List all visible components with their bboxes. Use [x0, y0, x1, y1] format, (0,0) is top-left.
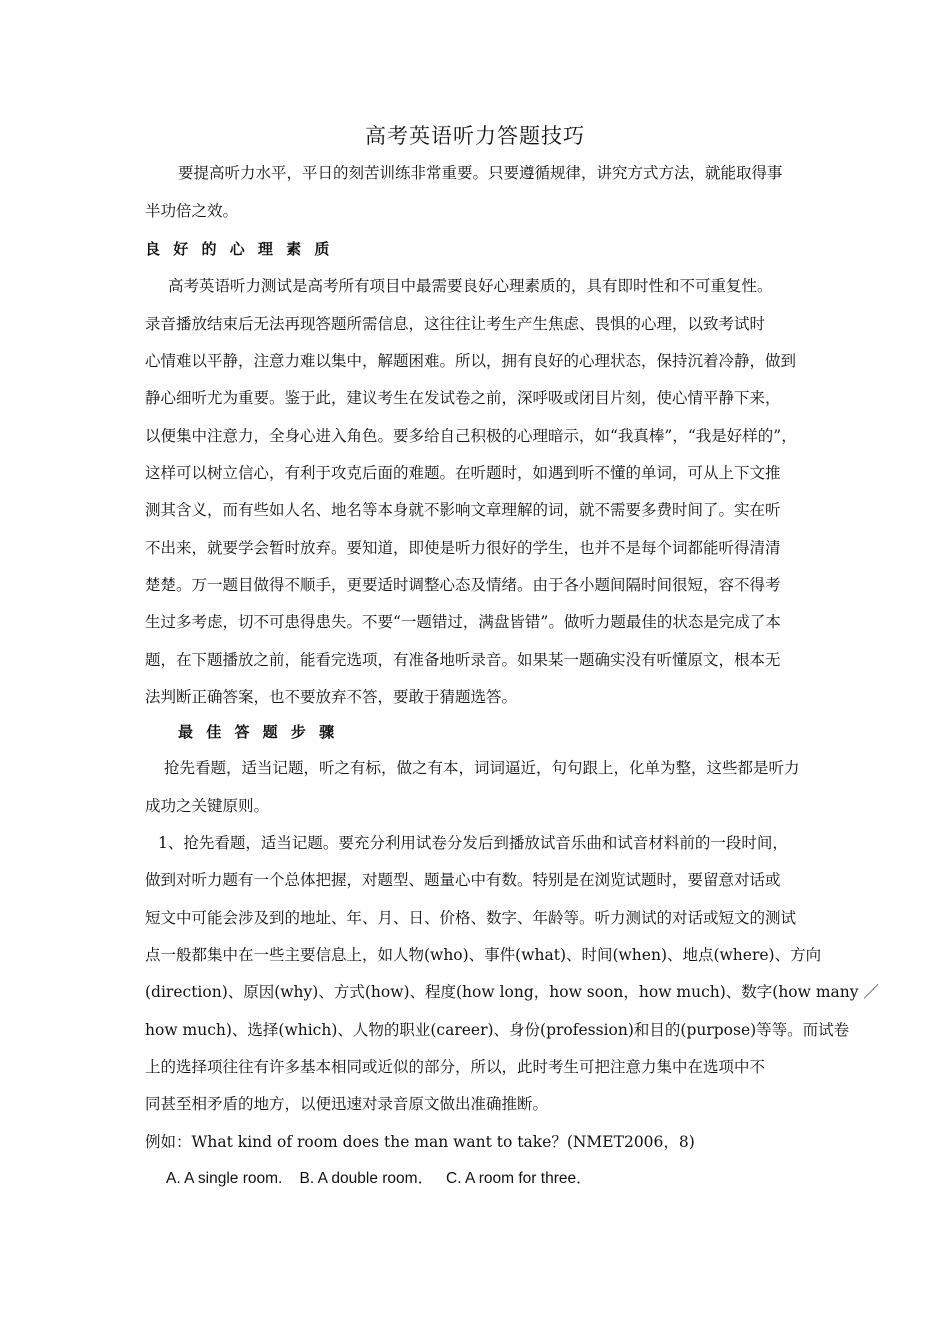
paragraph-line: 录音播放结束后无法再现答题所需信息，这往往让考生产生焦虑、畏惧的心理，以致考试时 [145, 315, 766, 333]
paragraph-line: 以便集中注意力，全身心进入角色。要多给自己积极的心理暗示，如“我真棒”，“我是好样的”， [145, 427, 797, 445]
example-question: 例如：What kind of room does the man want to take？(NMET2006，8) [145, 1133, 695, 1151]
paragraph-line: 抢先看题，适当记题，听之有标，做之有本，词词逼近，句句跟上，化单为整，这些都是听力 [164, 759, 800, 777]
paragraph-line: 这样可以树立信心，有利于攻克后面的难题。在听题时，如遇到听不懂的单词，可从上下文推 [145, 464, 781, 482]
paragraph-line: 短文中可能会涉及到的地址、年、月、日、价格、数字、年龄等。听力测试的对话或短文的测试 [145, 909, 797, 927]
paragraph-line: 半功倍之效。 [145, 202, 239, 220]
paragraph-line: 心情难以平静，注意力难以集中，解题困难。所以，拥有良好的心理状态，保持沉着冷静，做到 [145, 352, 797, 370]
paragraph-line: 要提高听力水平，平日的刻苦训练非常重要。只要遵循规律，讲究方式方法，就能取得事 [178, 164, 783, 182]
paragraph-line: 点一般都集中在一些主要信息上，如人物(who)、事件(what)、时间(when)、地点(where)、方向 [145, 946, 822, 964]
section-heading: 最 佳 答 题 步 骤 [178, 723, 339, 741]
paragraph-line: 成功之关键原则。 [145, 797, 270, 815]
paragraph-line: how much)、选择(which)、人物的职业(career)、身份(profession)和目的(purpose)等等。而试卷 [145, 1021, 850, 1039]
paragraph-line: 同甚至相矛盾的地方，以便迅速对录音原文做出准确推断。 [145, 1095, 549, 1113]
paragraph-line: 高考英语听力测试是高考所有项目中最需要良好心理素质的，具有即时性和不可重复性。 [168, 277, 773, 295]
paragraph-line: 题，在下题播放之前，能看完选项，有准备地听录音。如果某一题确实没有听懂原文，根本无 [145, 651, 781, 669]
paragraph-line: 静心细听尤为重要。鉴于此，建议考生在发试卷之前，深呼吸或闭目片刻，使心情平静下来， [145, 389, 781, 407]
paragraph-line: (direction)、原因(why)、方式(how)、程度(how long，how soon，how much)、数字(how many ／ [145, 983, 879, 1001]
example-options: A. A single room. B. A double room． C. A room for three． [166, 1170, 592, 1187]
paragraph-line: 做到对听力题有一个总体把握，对题型、题量心中有数。特别是在浏览试题时，要留意对话或 [145, 871, 781, 889]
paragraph-line: 楚楚。万一题目做得不顺手，更要适时调整心态及情绪。由于各小题间隔时间很短，容不得考 [145, 576, 781, 594]
document-title: 高考英语听力答题技巧 [365, 124, 585, 148]
paragraph-line: 上的选择项往往有许多基本相同或近似的部分，所以，此时考生可把注意力集中在选项中不 [145, 1058, 766, 1076]
paragraph-line: 测其含义，而有些如人名、地名等本身就不影响文章理解的词，就不需要多费时间了。实在听 [145, 501, 781, 519]
paragraph-line: 法判断正确答案，也不要放弃不答，要敢于猜题选答。 [145, 688, 518, 706]
paragraph-line: 1、抢先看题，适当记题。要充分利用试卷分发后到播放试音乐曲和试音材料前的一段时间， [158, 834, 788, 852]
paragraph-line: 不出来，就要学会暂时放弃。要知道，即使是听力很好的学生，也并不是每个词都能听得清清 [145, 539, 781, 557]
paragraph-line: 生过多考虑，切不可患得患失。不要“一题错过，满盘皆错”。做听力题最佳的状态是完成了本 [145, 613, 781, 631]
section-heading: 良 好 的 心 理 素 质 [145, 240, 334, 258]
